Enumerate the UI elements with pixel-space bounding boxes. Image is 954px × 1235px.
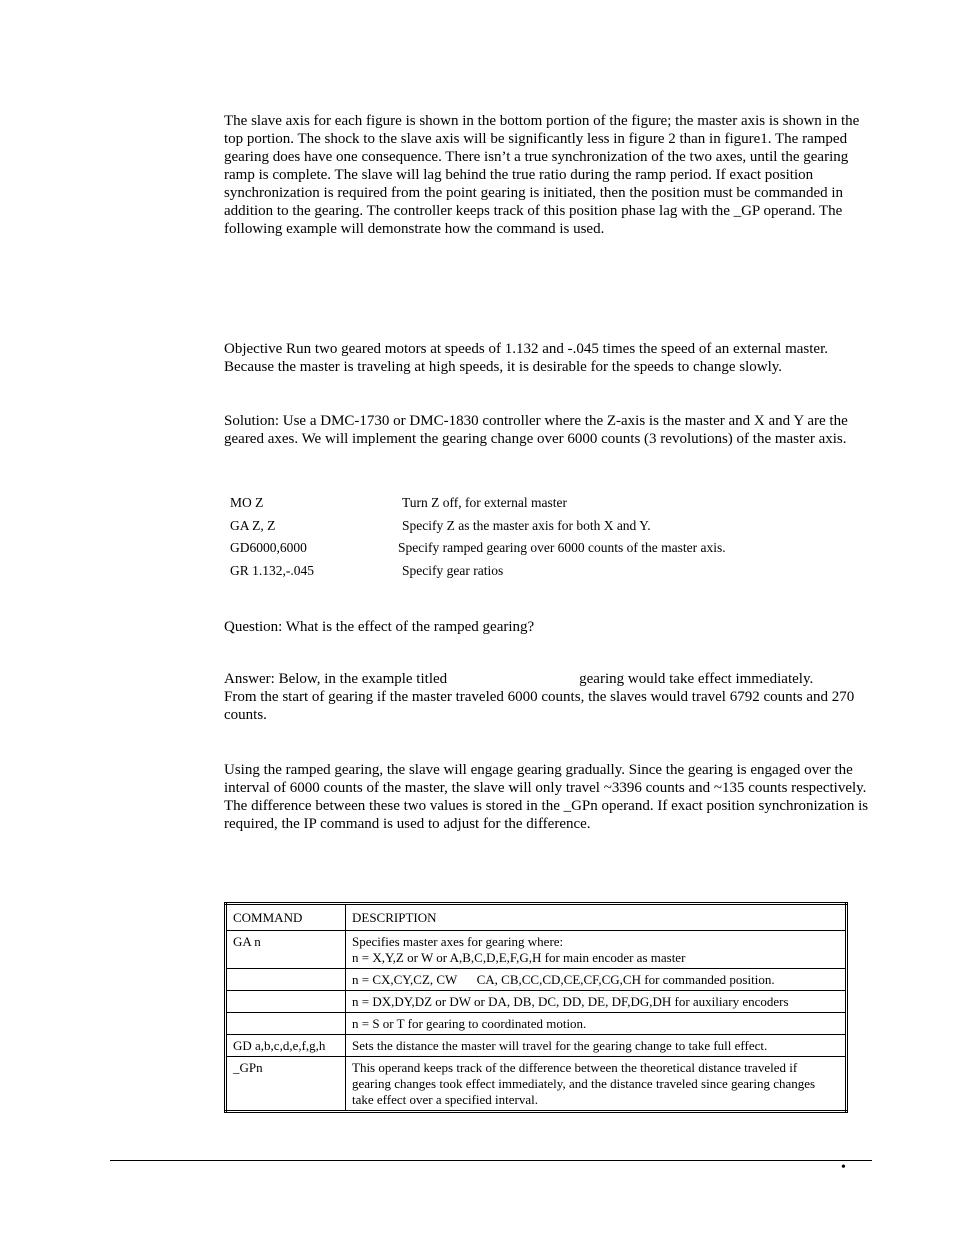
description-cell: n = S or T for gearing to coordinated motion. [346, 1013, 847, 1035]
code-row [230, 562, 850, 585]
header-command: COMMAND [226, 904, 346, 931]
table-row [226, 969, 847, 991]
description-cell: n = CX,CY,CZ, CW CA, CB,CC,CD,CE,CF,CG,CH for commanded position. [346, 969, 847, 991]
code-example [230, 494, 850, 584]
footer-divider [110, 1160, 872, 1161]
command-cell [226, 991, 346, 1013]
code-command: GR 1.132,-.045 [230, 562, 314, 578]
answer-rest-text: From the start of gearing if the master traveled 6000 counts, the slaves would travel 6792 counts and 270 counts. [224, 689, 855, 723]
question-paragraph: Question: What is the effect of the ramped gearing? [224, 619, 535, 635]
answer-start-text: Answer: Below, in the example titled [224, 671, 448, 687]
description-cell [346, 931, 847, 969]
code-description: Specify ramped gearing over 6000 counts of the master axis. [398, 540, 726, 555]
command-cell: _GPn [226, 1057, 346, 1112]
table-row [226, 1013, 847, 1035]
table-row [226, 931, 847, 969]
answer-first-line [224, 670, 872, 688]
header-description: DESCRIPTION [346, 904, 847, 931]
table-row [226, 1035, 847, 1057]
code-row [230, 517, 850, 540]
objective-paragraph: Objective Run two geared motors at speeds of 1.132 and -.045 times the speed of an external master. Because the master is traveling at high speeds, it is desirable for the speeds to change slowly. [224, 341, 828, 375]
intro-paragraph: The slave axis for each figure is shown in the bottom portion of the figure; the master axis is shown in the top portion. The shock to the slave axis will be significantly less in figure 2 than in figure1. The ramped gearing does have one consequence. There isn’t a true synchronization of the two axes, until the gearing ramp is complete. The slave will lag behind the true ratio during the ramp period. If exact position synchronization is required from the point gearing is initiated, then the position must be commanded in addition to the gearing. The controller keeps track of this position phase lag with the _GP operand. The following example will demonstrate how the command is used. [224, 113, 860, 237]
table-row [226, 1057, 847, 1112]
solution-paragraph: Solution: Use a DMC-1730 or DMC-1830 controller where the Z-axis is the master and X and Y are the geared axes. We will implement the gearing change over 6000 counts (3 revolutions) of the master axis. [224, 413, 848, 447]
description-cell: n = DX,DY,DZ or DW or DA, DB, DC, DD, DE, DF,DG,DH for auxiliary encoders [346, 991, 847, 1013]
code-description: Specify gear ratios [402, 562, 504, 578]
ramped-gearing-paragraph: Using the ramped gearing, the slave will engage gearing gradually. Since the gearing is engaged over the interval of 6000 counts of the master, the slave will only travel ~3396 counts and ~135 counts respectively. The difference between these two values is stored in the _GPn operand. If exact position synchronization is required, the IP command is used to adjust for the difference. [224, 762, 869, 832]
command-cell: GD a,b,c,d,e,f,g,h [226, 1035, 346, 1057]
table-row [226, 991, 847, 1013]
description-cell: Sets the distance the master will travel for the gearing change to take full effect. [346, 1035, 847, 1057]
code-command: GA Z, Z [230, 517, 276, 533]
code-command: MO Z [230, 495, 264, 510]
command-cell: GA n [226, 931, 346, 969]
answer-paragraph [224, 670, 872, 724]
answer-end-text: gearing would take effect immediately. [579, 671, 814, 687]
command-cell [226, 1013, 346, 1035]
footer-bullet: • [841, 1160, 846, 1175]
description-line: n = X,Y,Z or W or A,B,C,D,E,F,G,H for main encoder as master [352, 950, 686, 965]
table-header-row [226, 904, 847, 931]
description-line: Specifies master axes for gearing where: [352, 934, 564, 949]
code-description: Specify Z as the master axis for both X and Y. [402, 517, 651, 533]
code-description: Turn Z off, for external master [402, 495, 567, 510]
command-table [224, 902, 848, 1113]
description-cell: This operand keeps track of the difference between the theoretical distance traveled if gearing changes took effect immediately, and the distance traveled since gearing changes take effect over a specified interval. [346, 1057, 847, 1112]
code-row [230, 494, 850, 517]
code-row [230, 539, 850, 562]
code-command: GD6000,6000 [230, 540, 307, 555]
command-cell [226, 969, 346, 991]
